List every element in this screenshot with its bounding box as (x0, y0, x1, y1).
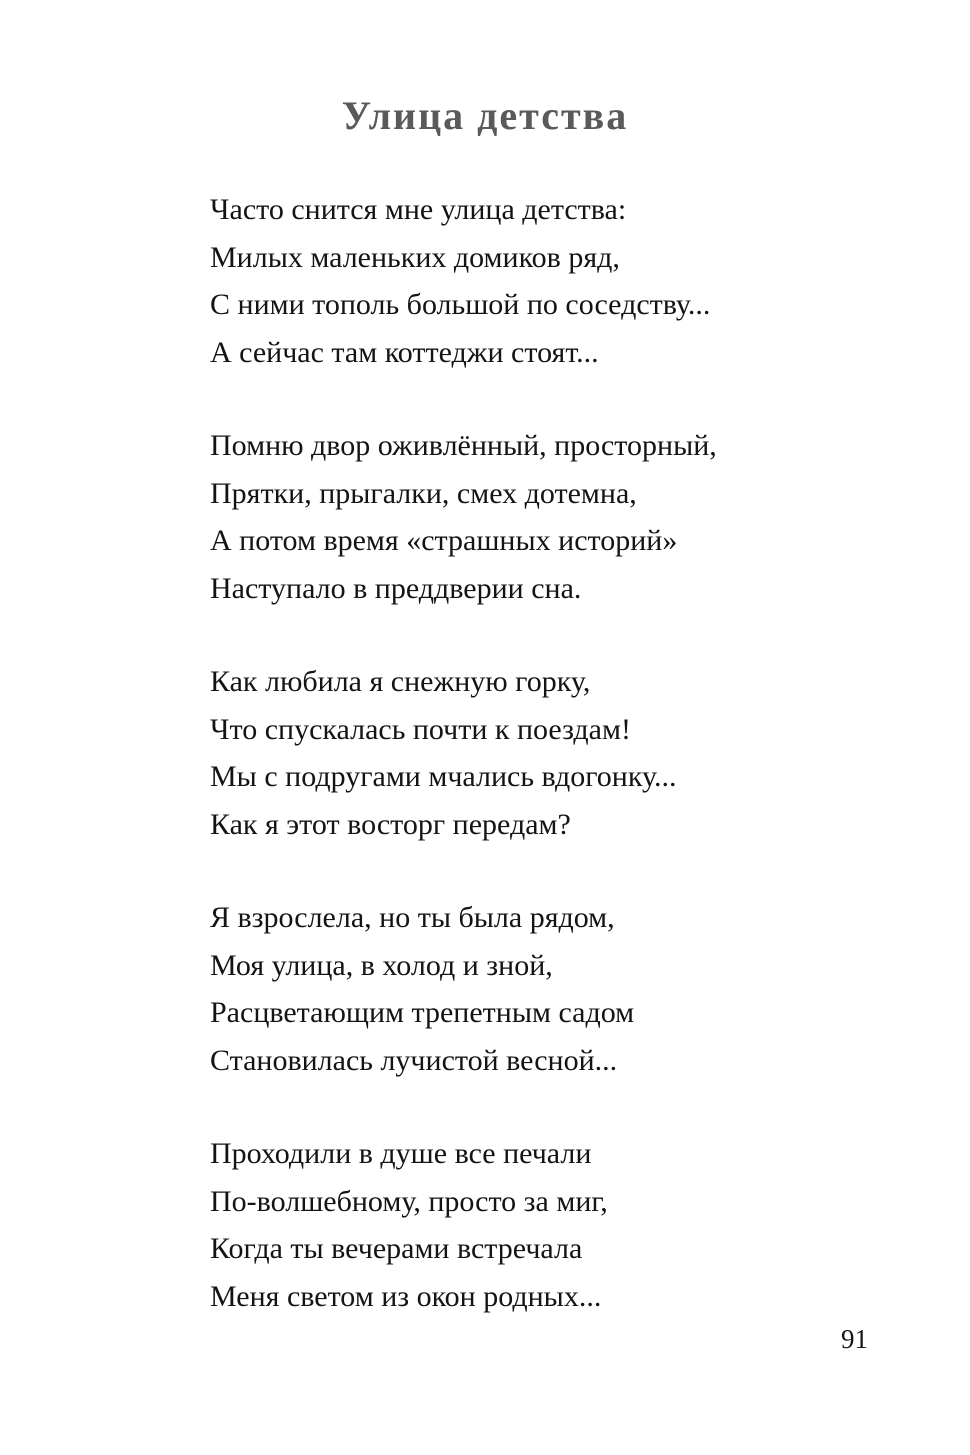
poem-line: Становилась лучистой весной... (210, 1043, 618, 1077)
poem-line: Как любила я снежную горку, (210, 665, 591, 698)
poem-line: Расцветающим трепетным садом (210, 996, 635, 1029)
poem-line: Меня светом из окон родных... (210, 1279, 602, 1313)
poem-line: Я взрослела, но ты была рядом, (210, 901, 615, 934)
page-number: 91 (841, 1324, 868, 1354)
stanza (210, 658, 850, 848)
poem-line: Часто снится мне улица детства: (210, 193, 627, 226)
poem-line: Как я этот восторг передам? (210, 807, 571, 841)
poem-line: Мы с подругами мчались вдогонку... (210, 760, 677, 793)
poem-line: Моя улица, в холод и зной, (210, 948, 553, 982)
poem-line: С ними тополь большой по соседству... (210, 288, 711, 321)
poem-line: По-волшебному, просто за миг, (210, 1184, 608, 1218)
stanza (210, 894, 850, 1084)
poem-line: Прятки, прыгалки, смех дотемна, (210, 476, 637, 510)
poem-line: Милых маленьких домиков ряд, (210, 240, 620, 274)
stanza (210, 1130, 850, 1320)
stanza (210, 422, 850, 612)
poem-line: А сейчас там коттеджи стоят... (210, 335, 599, 369)
poem-body (210, 186, 850, 1366)
poem-line: А потом время «страшных историй» (210, 524, 678, 557)
poem-line: Помню двор оживлённый, просторный, (210, 429, 717, 462)
stanza (210, 186, 850, 376)
poem-title: Улица детства (341, 93, 629, 138)
poem-line: Проходили в душе все печали (210, 1137, 592, 1170)
poem-line: Наступало в преддверии сна. (210, 571, 582, 605)
poem-line: Что спускалась почти к поездам! (210, 712, 631, 746)
poem-line: Когда ты вечерами встречала (210, 1232, 583, 1265)
